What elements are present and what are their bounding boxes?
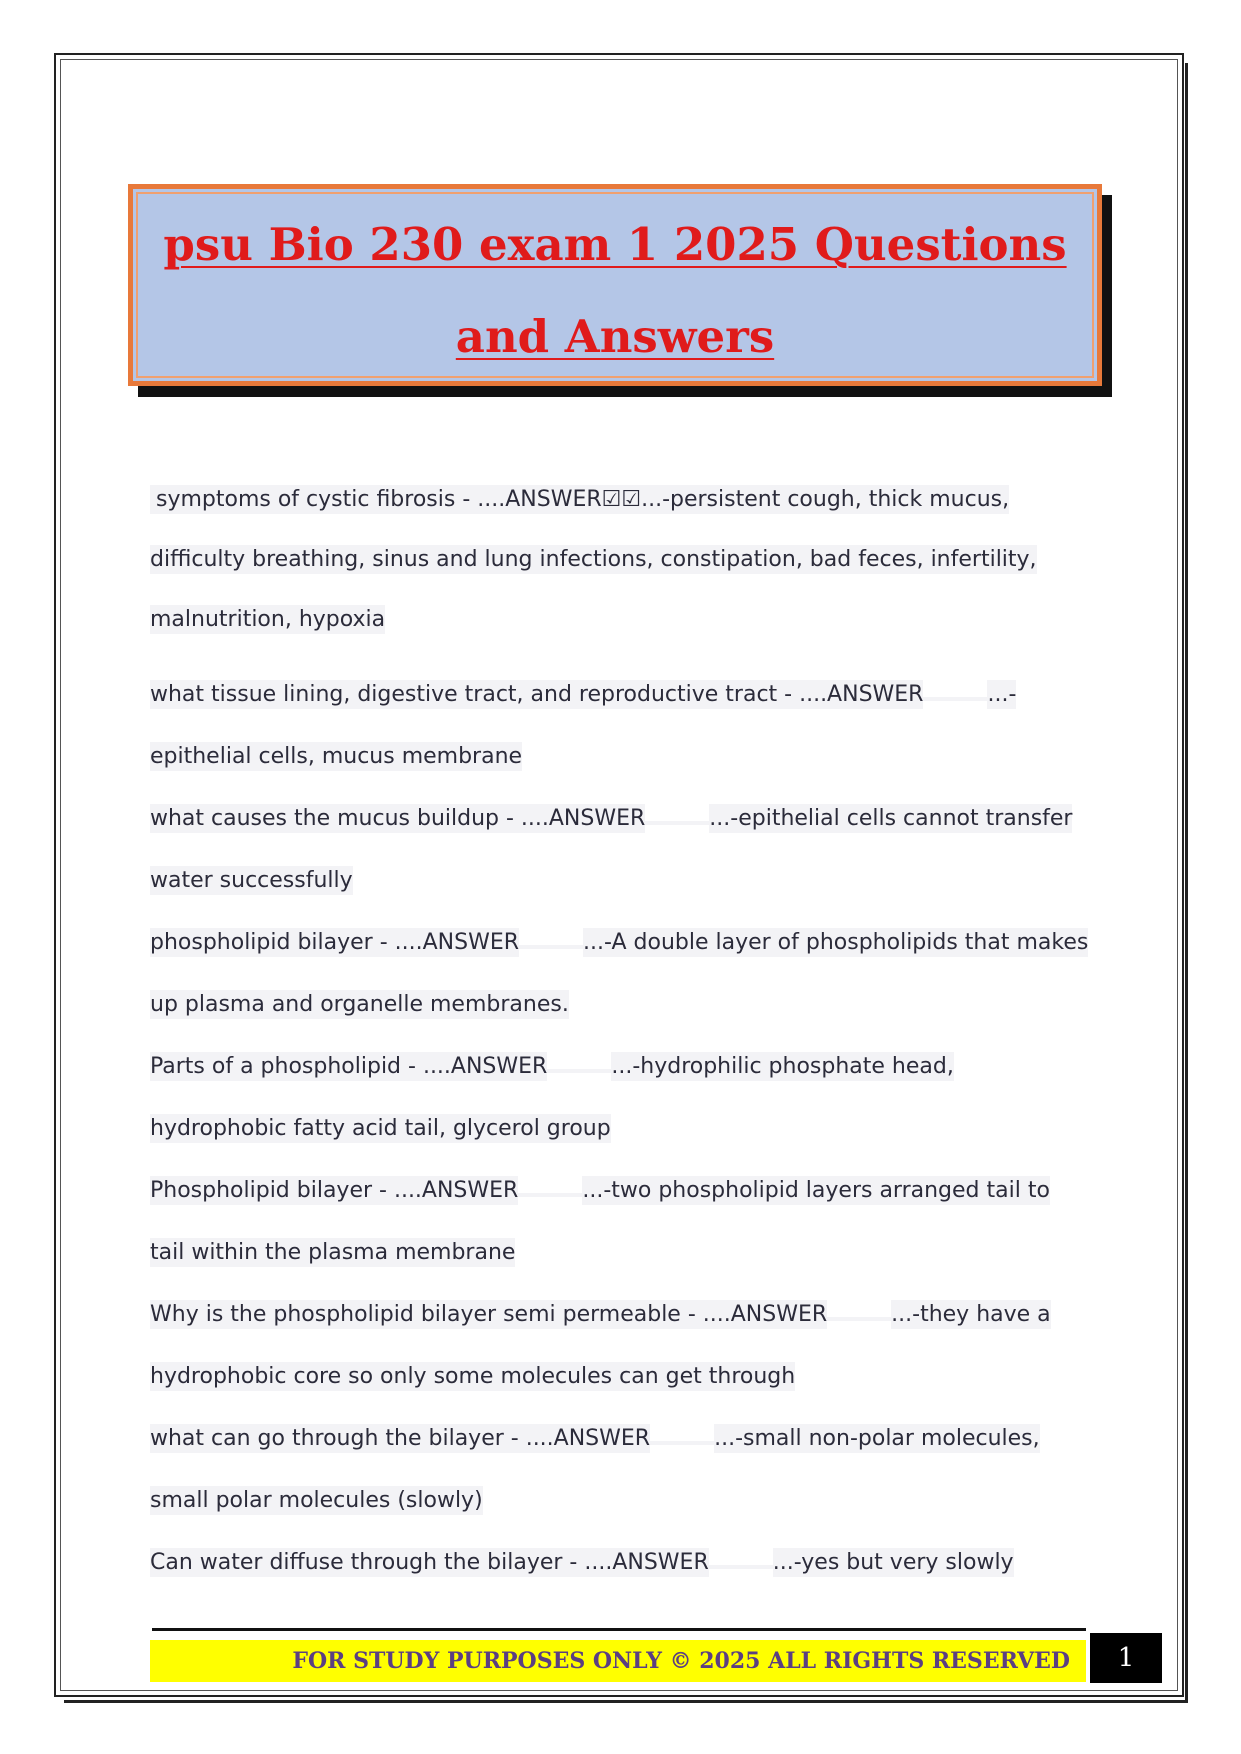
qa-answer: ...-they have a hydrophobic core so only some molecules can get through [150, 1302, 1051, 1389]
qa-item [150, 788, 1090, 912]
qa-item [150, 470, 1090, 650]
qa-item [150, 664, 1090, 788]
qa-item [150, 1408, 1090, 1532]
footer-notice: FOR STUDY PURPOSES ONLY © 2025 ALL RIGHTS RESERVED [150, 1640, 1086, 1682]
qa-gap [547, 1069, 611, 1073]
page-number: 1 [1090, 1633, 1162, 1683]
qa-gap [650, 1441, 714, 1445]
qa-answer: ...-hydrophilic phosphate head, hydrophobic fatty acid tail, glycerol group [150, 1054, 954, 1141]
qa-answer: ...-two phospholipid layers arranged tail to tail within the plasma membrane [150, 1178, 1050, 1265]
qa-gap [827, 1317, 891, 1321]
qa-gap [518, 1193, 582, 1197]
qa-item [150, 1036, 1090, 1160]
qa-question: what tissue lining, digestive tract, and reproductive tract - ....ANSWER [150, 682, 924, 707]
qa-answer: ...-A double layer of phospholipids that makes up plasma and organelle membranes. [150, 930, 1089, 1017]
qa-item [150, 1160, 1090, 1284]
qa-question: what can go through the bilayer - ....ANSWER [150, 1426, 651, 1451]
qa-answer: ...-yes but very slowly [772, 1550, 1014, 1575]
qa-item [150, 1284, 1090, 1408]
qa-answer: -persistent cough, thick mucus, difficulty breathing, sinus and lung infections, constipation, bad feces, infertility, malnutrition, hypoxia [150, 487, 1037, 632]
qa-question: Phospholipid bilayer - ....ANSWER [150, 1178, 519, 1203]
qa-gap [519, 945, 583, 949]
title-box [128, 184, 1102, 386]
footer-rule [152, 1628, 1086, 1631]
qa-gap [923, 697, 987, 701]
qa-question: Why is the phospholipid bilayer semi permeable - ....ANSWER [150, 1302, 828, 1327]
qa-item [150, 1532, 1090, 1594]
qa-question: what causes the mucus buildup - ....ANSWER [150, 806, 646, 831]
qa-question: Can water diffuse through the bilayer - ....ANSWER [150, 1550, 709, 1575]
document-title: psu Bio 230 exam 1 2025 Questions and Answers [163, 218, 1067, 363]
qa-answer: ...-epithelial cells cannot transfer water successfully [150, 806, 1073, 893]
qa-answer: ...-small non-polar molecules, small polar molecules (slowly) [150, 1426, 1040, 1513]
qa-item [150, 912, 1090, 1036]
qa-question: phospholipid bilayer - ....ANSWER [150, 930, 520, 955]
qa-gap [645, 821, 709, 825]
qa-gap [709, 1565, 773, 1569]
qa-question: symptoms of cystic fibrosis - ....ANSWER☑☑... [150, 485, 662, 514]
qa-question: Parts of a phospholipid - ....ANSWER [150, 1054, 548, 1079]
qa-answer: ...-epithelial cells, mucus membrane [150, 682, 1017, 769]
qa-list [150, 470, 1090, 1594]
